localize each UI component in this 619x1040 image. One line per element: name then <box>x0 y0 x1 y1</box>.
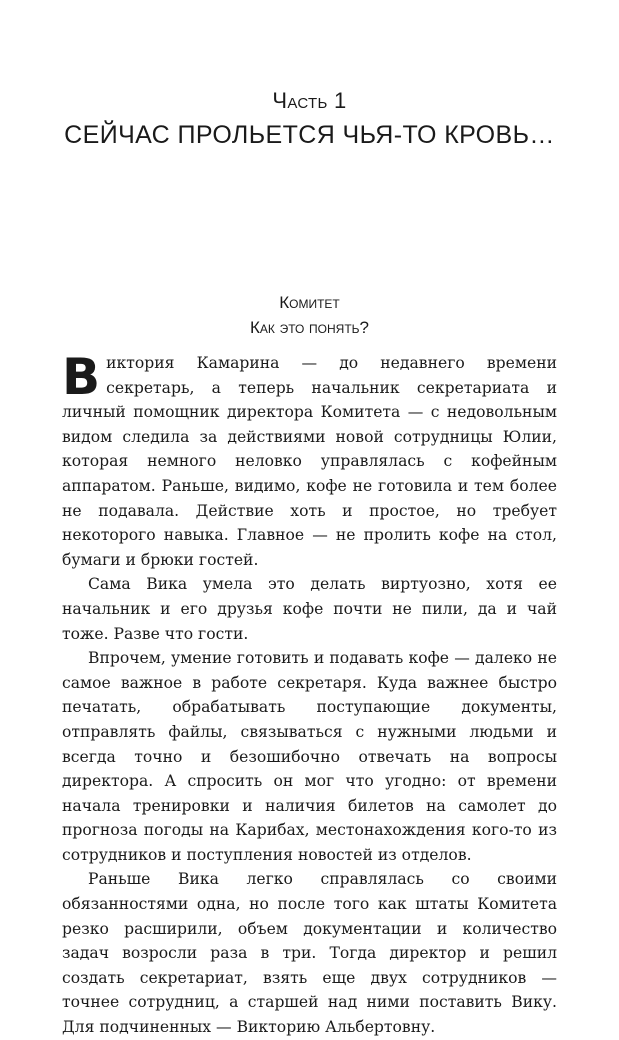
chapter-section: Комитет <box>279 293 340 312</box>
chapter-heading <box>0 290 619 340</box>
part-heading <box>0 86 619 151</box>
paragraph: Раньше Вика легко справлялась со своими обязанностями одна, но после того как штаты Комитета резко расширили, объем документации и количество задач возросли раза в три. Тогда директор и решил создать секретариат, взять еще двух сотрудников — точнее сотрудниц, а старшей над ними поставить Вику. Для подчиненных — Викторию Альбертовну. <box>62 870 557 1037</box>
drop-cap: В <box>62 348 101 406</box>
part-label: Часть 1 <box>272 88 347 113</box>
body-text <box>62 348 557 1040</box>
paragraph: Сама Вика умела это делать виртуозно, хотя ее начальник и его друзья кофе почти не пили, да и чай тоже. Разве что гости. <box>62 575 557 643</box>
part-title: СЕЙЧАС ПРОЛЬЕТСЯ ЧЬЯ-ТО КРОВЬ… <box>64 121 555 149</box>
paragraph-text: иктория Камарина — до недавнего времени секретарь, а теперь начальник секретариата и личный помощник директора Комитета — с недовольным видом следила за действиями новой сотрудницы Юлии, которая немного неловко управлялась с кофейным аппаратом. Раньше, видимо, кофе не готовила и тем более не подавала. Действие хоть и простое, но требует некоторого навыка. Главное — не пролить кофе на стол, бумаги и брюки гостей. <box>62 354 557 569</box>
chapter-title: Как это понять? <box>249 318 370 337</box>
paragraph <box>62 348 557 572</box>
paragraph: Впрочем, умение готовить и подавать кофе — далеко не самое важное в работе секретаря. Куда важнее быстро печатать, обрабатывать поступающие документы, отправлять файлы, связываться с нужными людьми и всегда точно и безошибочно отвечать на вопросы директора. А спросить он мог что угодно: от времени начала тренировки и наличия билетов на самолет до прогноза погоды на Карибах, местонахождения кого-то из сотрудников и поступления новостей из отделов. <box>62 649 557 864</box>
